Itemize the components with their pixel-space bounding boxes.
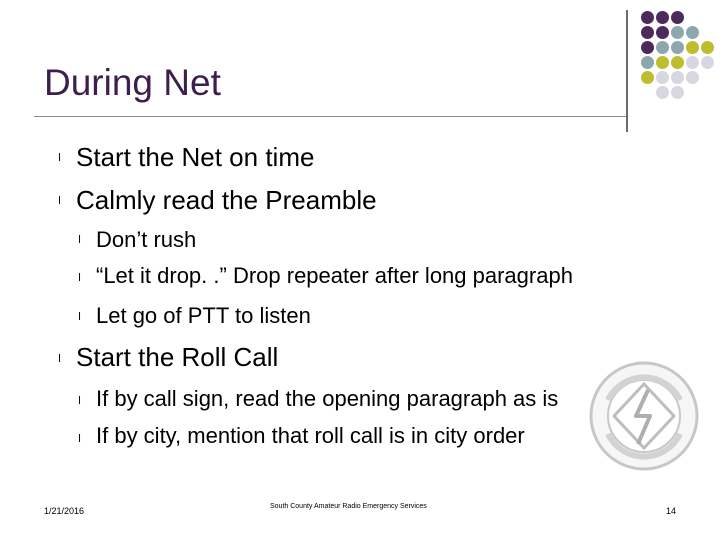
decorative-dot bbox=[656, 11, 669, 24]
decorative-dot bbox=[641, 26, 654, 39]
decorative-dot bbox=[671, 41, 684, 54]
decorative-dot bbox=[641, 56, 654, 69]
decorative-dot bbox=[656, 56, 669, 69]
decorative-dot bbox=[641, 11, 654, 24]
sub-bullet-marker: l bbox=[78, 310, 82, 323]
sub-bullet-item: Don’t rush bbox=[96, 227, 197, 252]
sub-bullet-marker: l bbox=[78, 432, 82, 445]
sub-bullet-marker: l bbox=[78, 233, 82, 246]
title-divider bbox=[34, 116, 626, 117]
decorative-dot bbox=[671, 86, 684, 99]
bullet-item: Start the Roll Call bbox=[76, 342, 279, 372]
decorative-dot bbox=[686, 71, 699, 84]
footer-date: 1/21/2016 bbox=[44, 506, 85, 516]
sub-bullet-item: “Let it drop. .” Drop repeater after long paragraph bbox=[96, 263, 573, 288]
sub-bullet-marker: l bbox=[78, 271, 82, 284]
slide-title: During Net bbox=[44, 62, 221, 103]
decorative-dot bbox=[686, 26, 699, 39]
sub-bullet-marker: l bbox=[78, 394, 82, 407]
decorative-dot bbox=[656, 71, 669, 84]
bullet-marker: l bbox=[58, 352, 62, 365]
vertical-divider bbox=[626, 10, 628, 132]
sub-bullet-item: Let go of PTT to listen bbox=[96, 303, 311, 328]
decorative-dot bbox=[671, 11, 684, 24]
decorative-dot bbox=[686, 41, 699, 54]
decorative-dot bbox=[671, 26, 684, 39]
decorative-dot bbox=[656, 41, 669, 54]
decorative-dot bbox=[671, 56, 684, 69]
amateur-radio-emergency-service-seal-icon bbox=[588, 360, 700, 472]
sub-bullet-item: If by call sign, read the opening paragraph as is bbox=[96, 386, 559, 411]
decorative-dot bbox=[641, 71, 654, 84]
footer-organization: South County Amateur Radio Emergency Services bbox=[270, 503, 427, 510]
decorative-dot bbox=[671, 71, 684, 84]
bullet-marker: l bbox=[58, 194, 62, 207]
decorative-dot bbox=[656, 86, 669, 99]
decorative-dot bbox=[701, 56, 714, 69]
sub-bullet-item: If by city, mention that roll call is in city order bbox=[96, 423, 525, 448]
decorative-dot bbox=[641, 41, 654, 54]
footer-page-number: 14 bbox=[666, 506, 677, 516]
bullet-item: Calmly read the Preamble bbox=[76, 185, 377, 215]
decorative-dot bbox=[686, 56, 699, 69]
decorative-dot bbox=[656, 26, 669, 39]
bullet-marker: l bbox=[58, 151, 62, 164]
bullet-item: Start the Net on time bbox=[76, 142, 315, 172]
decorative-dot bbox=[701, 41, 714, 54]
